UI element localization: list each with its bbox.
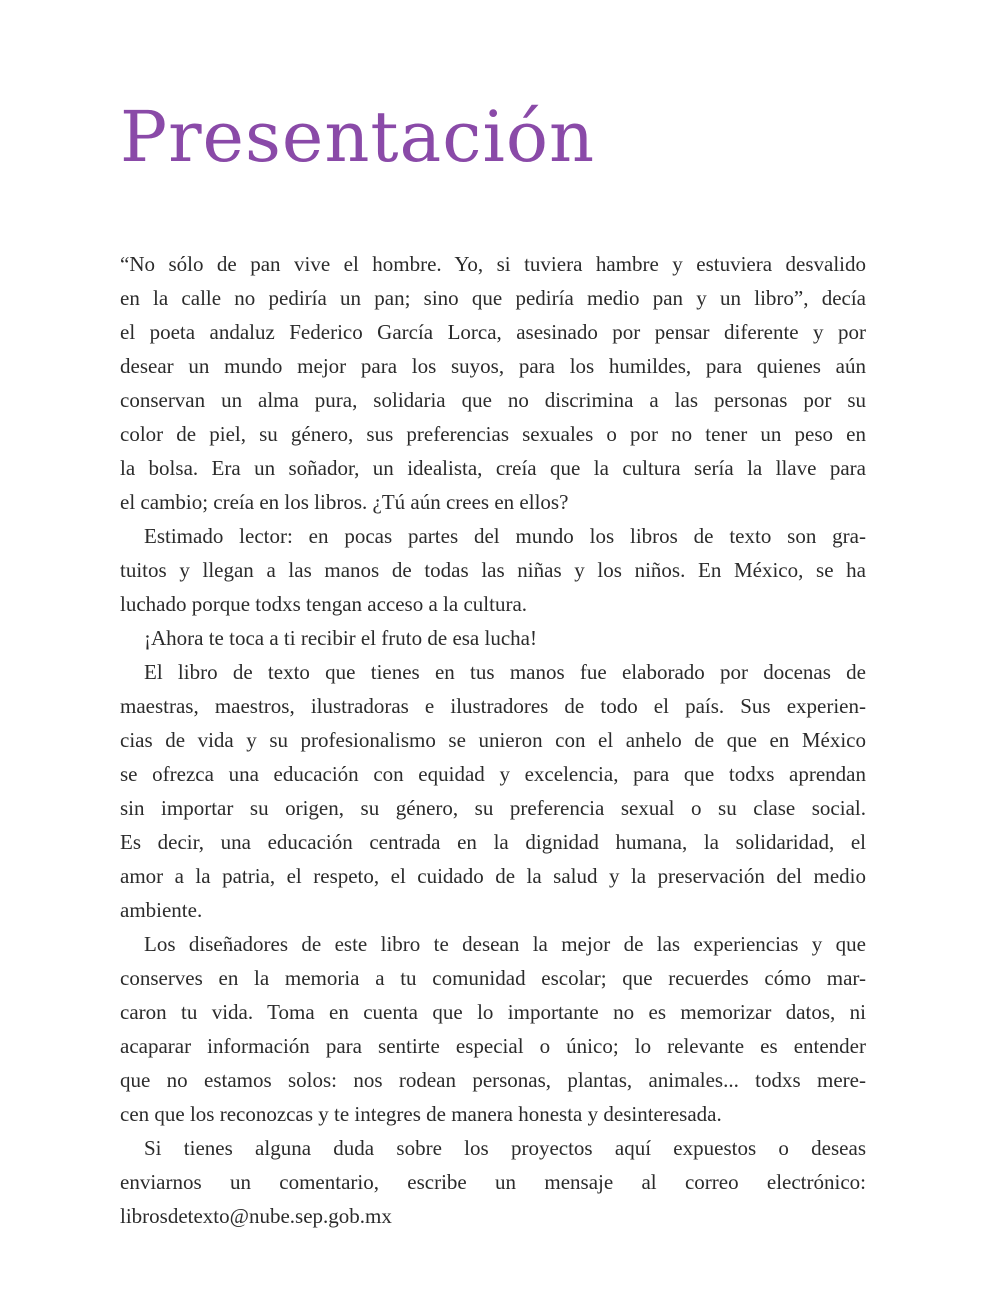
paragraph [120, 1131, 866, 1233]
paragraph [120, 927, 866, 1131]
paragraph-line: el cambio; creía en los libros. ¿Tú aún crees en ellos? [120, 490, 569, 514]
paragraph-line: librosdetexto@nube.sep.gob.mx [120, 1204, 392, 1228]
paragraph-line: conserves en la memoria a tu comunidad escolar; que recuerdes cómo mar- [120, 966, 866, 990]
paragraph-line: desear un mundo mejor para los suyos, para los humildes, para quienes aún [120, 354, 866, 378]
paragraph [120, 655, 866, 927]
paragraph-line: El libro de texto que tienes en tus manos fue elaborado por docenas de [144, 660, 866, 684]
paragraph-line: “No sólo de pan vive el hombre. Yo, si tuviera hambre y estuviera desvalido [120, 252, 866, 276]
paragraph-line: luchado porque todxs tengan acceso a la cultura. [120, 592, 528, 616]
paragraph-line: tuitos y llegan a las manos de todas las niñas y los niños. En México, se ha [120, 558, 866, 582]
paragraph-line: la bolsa. Era un soñador, un idealista, creía que la cultura sería la llave para [120, 456, 866, 480]
paragraph-line: que no estamos solos: nos rodean personas, plantas, animales... todxs mere- [120, 1068, 866, 1092]
paragraph-line: cen que los reconozcas y te integres de manera honesta y desinteresada. [120, 1102, 722, 1126]
paragraph-line: caron tu vida. Toma en cuenta que lo importante no es memorizar datos, ni [120, 1000, 866, 1024]
paragraph [120, 519, 866, 621]
paragraph-line: Es decir, una educación centrada en la dignidad humana, la solidaridad, el [120, 830, 866, 854]
paragraph-line: se ofrezca una educación con equidad y excelencia, para que todxs aprendan [120, 762, 866, 786]
paragraph-line: ¡Ahora te toca a ti recibir el fruto de esa lucha! [144, 626, 537, 650]
paragraph-line: en la calle no pediría un pan; sino que pediría medio pan y un libro”, decía [120, 286, 866, 310]
paragraph-line: color de piel, su género, sus preferencias sexuales o por no tener un peso en [120, 422, 866, 446]
body-text [120, 247, 866, 1233]
paragraph [120, 621, 866, 655]
paragraph [120, 247, 866, 519]
page-title: Presentación [120, 96, 596, 178]
paragraph-line: Estimado lector: en pocas partes del mundo los libros de texto son gra- [144, 524, 866, 548]
paragraph-line: Si tienes alguna duda sobre los proyectos aquí expuestos o deseas [144, 1136, 866, 1160]
paragraph-line: enviarnos un comentario, escribe un mensaje al correo electrónico: [120, 1170, 866, 1194]
paragraph-line: maestras, maestros, ilustradoras e ilustradores de todo el país. Sus experien- [120, 694, 866, 718]
paragraph-line: amor a la patria, el respeto, el cuidado de la salud y la preservación del medio [120, 864, 866, 888]
paragraph-line: conservan un alma pura, solidaria que no discrimina a las personas por su [120, 388, 866, 412]
paragraph-line: sin importar su origen, su género, su preferencia sexual o su clase social. [120, 796, 866, 820]
paragraph-line: ambiente. [120, 898, 203, 922]
paragraph-line: el poeta andaluz Federico García Lorca, asesinado por pensar diferente y por [120, 320, 866, 344]
paragraph-line: acaparar información para sentirte especial o único; lo relevante es entender [120, 1034, 866, 1058]
paragraph-line: cias de vida y su profesionalismo se unieron con el anhelo de que en México [120, 728, 866, 752]
paragraph-line: Los diseñadores de este libro te desean la mejor de las experiencias y que [144, 932, 866, 956]
